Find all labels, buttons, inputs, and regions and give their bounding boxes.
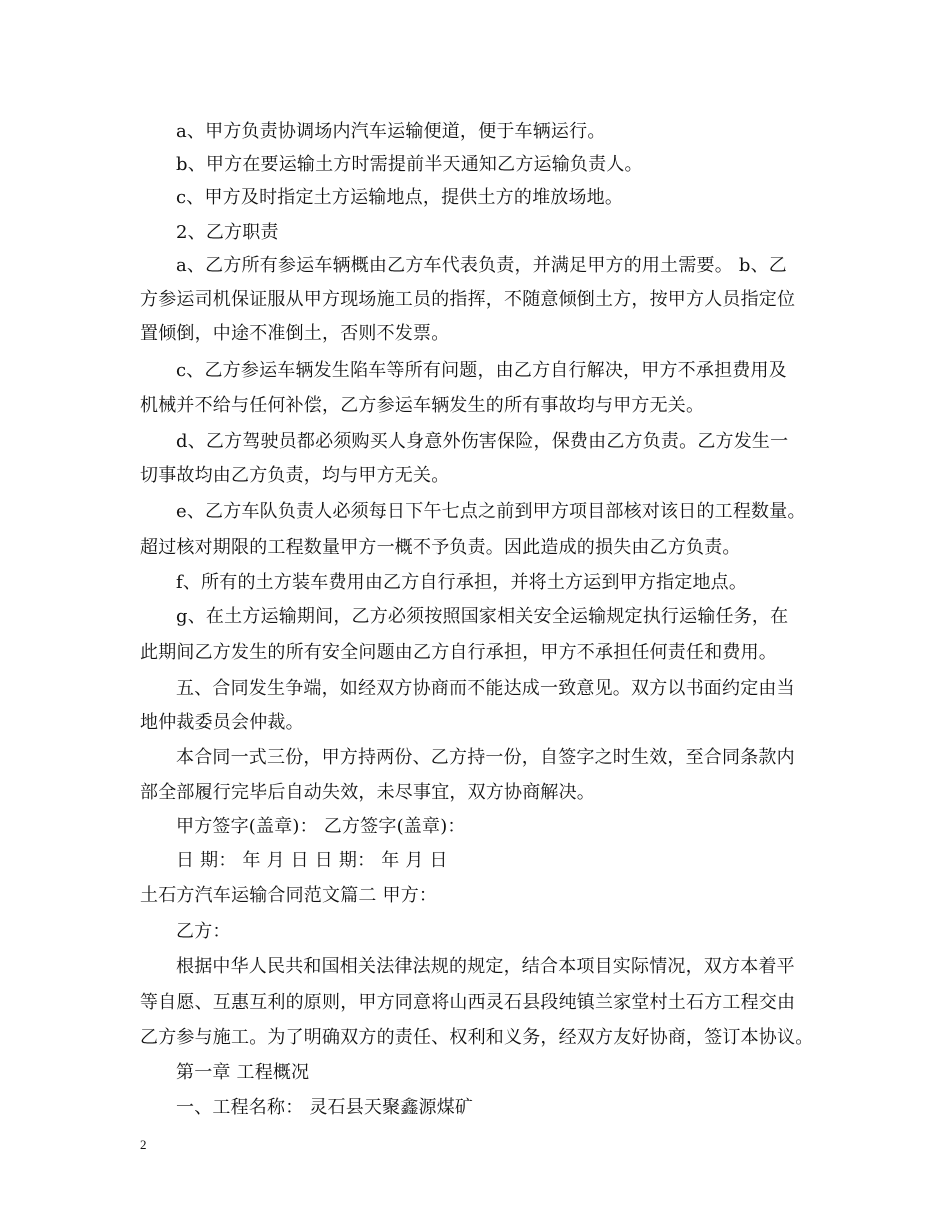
chapter-heading: 第一章 工程概况 (176, 1062, 310, 1083)
party-b-line: 乙方： (176, 921, 231, 942)
text-line: a、甲方负责协调场内汽车运输便道，便于车辆运行。 (176, 121, 606, 142)
signature-line: 甲方签字(盖章)： 乙方签字(盖章)： (176, 816, 466, 837)
text-line: 置倾倒，中途不准倒土，否则不发票。 (140, 323, 450, 344)
text-line: 此期间乙方发生的所有安全问题由乙方自行承担，甲方不承担任何责任和费用。 (140, 642, 777, 663)
text-line: d、乙方驾驶员都必须购买人身意外伤害保险，保费由乙方负责。乙方发生一 (176, 431, 789, 452)
text-line: 一、工程名称： 灵石县天聚鑫源煤矿 (176, 1097, 474, 1118)
document-title: 土石方汽车运输合同范文篇二 甲方： (140, 885, 438, 906)
text-line: 切事故均由乙方负责，均与甲方无关。 (140, 465, 450, 486)
text-line: 乙方参与施工。为了明确双方的责任、权利和义务，经双方友好协商，签订本协议。 (140, 1027, 814, 1048)
text-line: a、乙方所有参运车辆概由乙方车代表负责，并满足甲方的用土需要。 b、乙 (176, 255, 787, 276)
text-line: 方参运司机保证服从甲方现场施工员的指挥，不随意倾倒土方，按甲方人员指定位 (140, 289, 796, 310)
text-line: c、甲方及时指定土方运输地点，提供土方的堆放场地。 (176, 187, 624, 208)
text-line: c、乙方参运车辆发生陷车等所有问题，由乙方自行解决，甲方不承担费用及 (176, 360, 787, 381)
text-line: 超过核对期限的工程数量甲方一概不予负责。因此造成的损失由乙方负责。 (140, 537, 741, 558)
text-line: e、乙方车队负责人必须每日下午七点之前到甲方项目部核对该日的工程数量。 (176, 501, 806, 522)
text-line: 五、合同发生争端，如经双方协商而不能达成一致意见。双方以书面约定由当 (176, 678, 795, 699)
section-heading: 2、乙方职责 (176, 222, 279, 243)
page-number: 2 (140, 1137, 147, 1152)
date-line: 日 期： 年 月 日 日 期： 年 月 日 (176, 850, 448, 871)
text-line: g、在土方运输期间，乙方必须按照国家相关安全运输规定执行运输任务，在 (176, 606, 789, 627)
text-line: f、所有的土方装车费用由乙方自行承担，并将土方运到甲方指定地点。 (176, 572, 748, 593)
text-line: 等自愿、互惠互利的原则，甲方同意将山西灵石县段纯镇兰家堂村土石方工程交由 (140, 992, 796, 1013)
text-line: b、甲方在要运输土方时需提前半天通知乙方运输负责人。 (176, 154, 643, 175)
text-line: 本合同一式三份，甲方持两份、乙方持一份，自签字之时生效，至合同条款内 (176, 747, 795, 768)
text-line: 地仲裁委员会仲裁。 (140, 712, 304, 733)
text-line: 根据中华人民共和国相关法律法规的规定，结合本项目实际情况，双方本着平 (176, 956, 795, 977)
text-line: 机械并不给与任何补偿，乙方参运车辆发生的所有事故均与甲方无关。 (140, 395, 705, 416)
text-line: 部全部履行完毕后自动失效，未尽事宜，双方协商解决。 (140, 782, 595, 803)
